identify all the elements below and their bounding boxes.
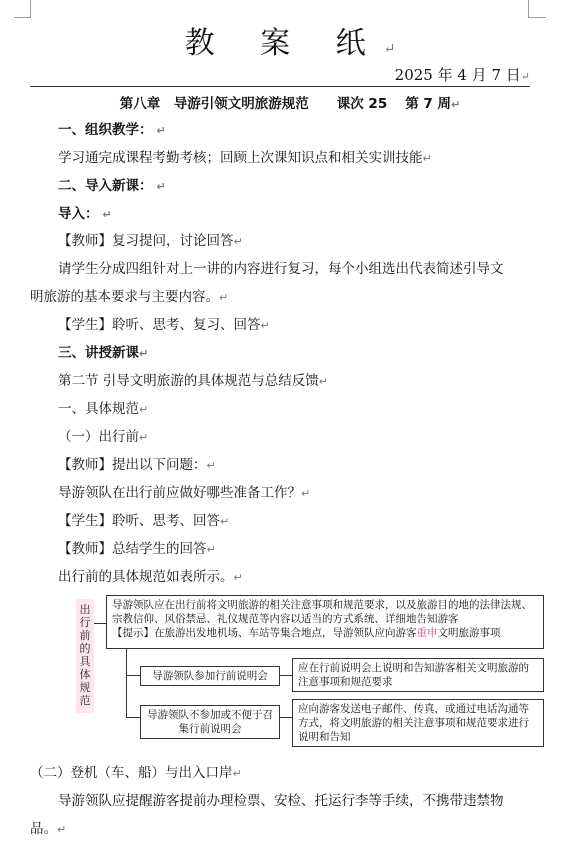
week-number: 第 7 周 <box>405 96 452 112</box>
diagram-category-label: 出行前的具体规范 <box>76 599 94 713</box>
paragraph: 明旅游的基本要求与主要内容。↵ <box>30 289 229 305</box>
title-divider <box>30 86 530 87</box>
branch-attend-meeting-detail: 应在行前说明会上说明和告知游客相关文明旅游的注意事项和规范要求 <box>292 658 544 692</box>
paragraph: 一、具体规范↵ <box>58 401 149 417</box>
section-heading-teach: 三、讲授新课↵ <box>58 345 149 361</box>
page-title: 教 案 纸↵ <box>184 26 396 61</box>
connector <box>126 675 140 676</box>
branch-no-meeting: 导游领队不参加或不便于召集行前说明会 <box>140 705 280 739</box>
section-heading-intro: 二、导入新课： ↵ <box>58 178 166 194</box>
paragraph: 【学生】聆听、思考、复习、回答↵ <box>58 317 270 333</box>
paragraph: （一）出行前↵ <box>58 429 149 445</box>
chapter-title: 第八章 导游引领文明旅游规范 <box>119 96 309 112</box>
pre-departure-diagram <box>76 593 546 753</box>
paragraph: 【教师】复习提问，讨论回答↵ <box>58 233 243 249</box>
lesson-date: 2025 年 4 月 7 日↵ <box>394 66 530 84</box>
paragraph: 【教师】总结学生的回答↵ <box>58 541 216 557</box>
lesson-number: 课次 25 <box>336 96 388 112</box>
connector <box>280 675 292 676</box>
crop-mark-top-left <box>30 0 31 18</box>
paragraph: 学习通完成课程考勤考核；回顾上次课知识点和相关实训技能↵ <box>58 150 432 166</box>
connector <box>126 649 127 717</box>
connector <box>94 623 106 624</box>
branch-no-meeting-detail: 应向游客发送电子邮件、传真，或通过电话沟通等方式，将文明旅游的相关注意事项和规范要求进行说明和告知 <box>292 699 544 747</box>
subheading-intro: 导入： ↵ <box>58 206 112 222</box>
section-heading-organize: 一、组织教学： ↵ <box>58 122 166 138</box>
paragraph: 出行前的具体规范如表所示。↵ <box>58 569 243 585</box>
branch-attend-meeting: 导游领队参加行前说明会 <box>140 666 280 686</box>
lesson-heading: 第八章 导游引领文明旅游规范 课次 25 第 7 周↵ <box>119 96 461 112</box>
connector <box>280 717 292 718</box>
paragraph: 导游领队应提醒游客提前办理检票、安检、托运行李等手续，不携带违禁物 <box>58 793 504 809</box>
paragraph: 品。↵ <box>30 821 67 837</box>
paragraph: 导游领队在出行前应做好哪些准备工作？↵ <box>58 485 311 501</box>
paragraph: 【教师】提出以下问题：↵ <box>58 457 216 473</box>
paragraph: 第二节 引导文明旅游的具体规范与总结反馈↵ <box>58 373 329 389</box>
paragraph: （二）登机（车、船）与出入口岸↵ <box>30 765 242 781</box>
diagram-main-box: 导游领队应在出行前将文明旅游的相关注意事项和规范要求，以及旅游目的地的法律法规、宗教信仰、风俗禁忌、礼仪规范等内容以适当的方式系统、详细地告知游客 【提示】在旅游出发地机场、车站等集合地点，导游领队应向游客重申文明旅游事项 <box>106 595 544 649</box>
paragraph: 请学生分成四组针对上一讲的内容进行复习，每个小组选出代表简述引导文 <box>58 261 504 277</box>
crop-mark-top-right <box>528 0 529 18</box>
connector <box>126 717 140 718</box>
paragraph: 【学生】聆听、思考、回答↵ <box>58 513 230 529</box>
